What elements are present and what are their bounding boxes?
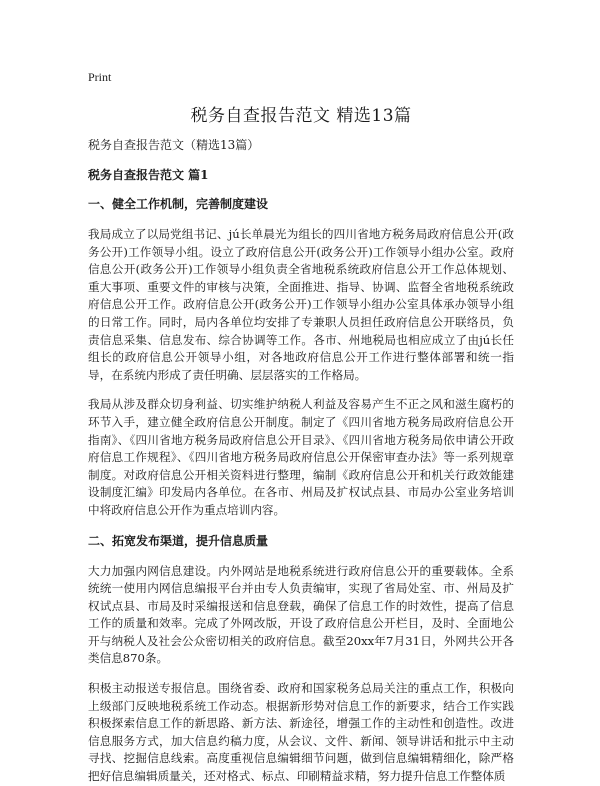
paragraph: 我局成立了以局党组书记、jú长单晨光为组长的四川省地方税务局政府信息公开(政务公开)工作领导小组。设立了政府信息公开(政务公开)工作领导小组办公室。政府信息公开(政务公开)工作领导小组负责全省地税系统政府信息公开工作总体规划、重大事项、重要文件的审核与决策，全面推进、指导、协调、监督全省地税系统政府信息公开工作。政府信息公开(政务公开)工作领导小组办公室具体承办领导小组的日常工作。同时，局内各单位均安排了专兼职人员担任政府信息公开联络员，负责信息采集、信息发布、综合协调等工作。各市、州地税局也相应成立了由jú长任组长的政府信息公开领导小组，对各地政府信息公开工作进行整体部署和统一指导，在系统内形成了责任明确、层层落实的工作格局。 bbox=[88, 227, 514, 382]
paragraph: 积极主动报送专报信息。围绕省委、政府和国家税务总局关注的重点工作，积极向上级部门反映地税系统工作动态。根据新形势对信息工作的新要求，结合工作实践积极探索信息工作的新思路、新方法、新途径，增强工作的主动性和创造性。改进信息服务方式，加大信息约稿力度，从会议、文件、新闻、领导讲话和批示中主动寻找、挖掘信息线索。高度重视信息编辑细节问题，做到信息编辑精细化，除严格把好信息编辑质量关，还对格式、标点、印刷精益求精，努力提升信息工作整体质 bbox=[88, 681, 514, 784]
paragraph: 我局从涉及群众切身利益、切实维护纳税人利益及容易产生不正之风和滋生腐朽的环节入手，建立健全政府信息公开制度。制定了《四川省地方税务局政府信息公开指南》、《四川省地方税务局政府信息公开目录》、《四川省地方税务局依申请公开政府信息工作规程》、《四川省地方税务局政府信息公开保密审查办法》等一系列规章制度。对政府信息公开相关资料进行整理，编制《政府信息公开和机关行政效能建设制度汇编》印发局内各单位。在各市、州局及扩权试点县、市局办公室业务培训中将政府信息公开作为重点培训内容。 bbox=[88, 397, 514, 517]
section-heading: 税务自查报告范文 篇1 bbox=[88, 168, 209, 182]
subsection-heading-2: 二、拓宽发布渠道，提升信息质量 bbox=[88, 533, 269, 548]
document-subtitle: 税务自查报告范文（精选13篇） bbox=[88, 138, 260, 152]
document-title: 税务自查报告范文 精选13篇 bbox=[190, 106, 412, 126]
paragraph: 大力加强内网信息建设。内外网站是地税系统进行政府信息公开的重要载体。全系统统一使用内网信息编报平台并由专人负责编审，实现了省局处室、市、州局及扩权试点县、市局及时采编报送和信息登载，确保了信息工作的时效性，提高了信息工作的质量和效率。完成了外网改版，开设了政府信息公开栏目，及时、全面地公开与纳税人及社会公众密切相关的政府信息。截至20xx年7月31日，外网共公开各类信息870条。 bbox=[88, 563, 514, 666]
subsection-heading-1: 一、健全工作机制，完善制度建设 bbox=[88, 197, 269, 211]
print-link[interactable]: Print bbox=[88, 70, 112, 84]
